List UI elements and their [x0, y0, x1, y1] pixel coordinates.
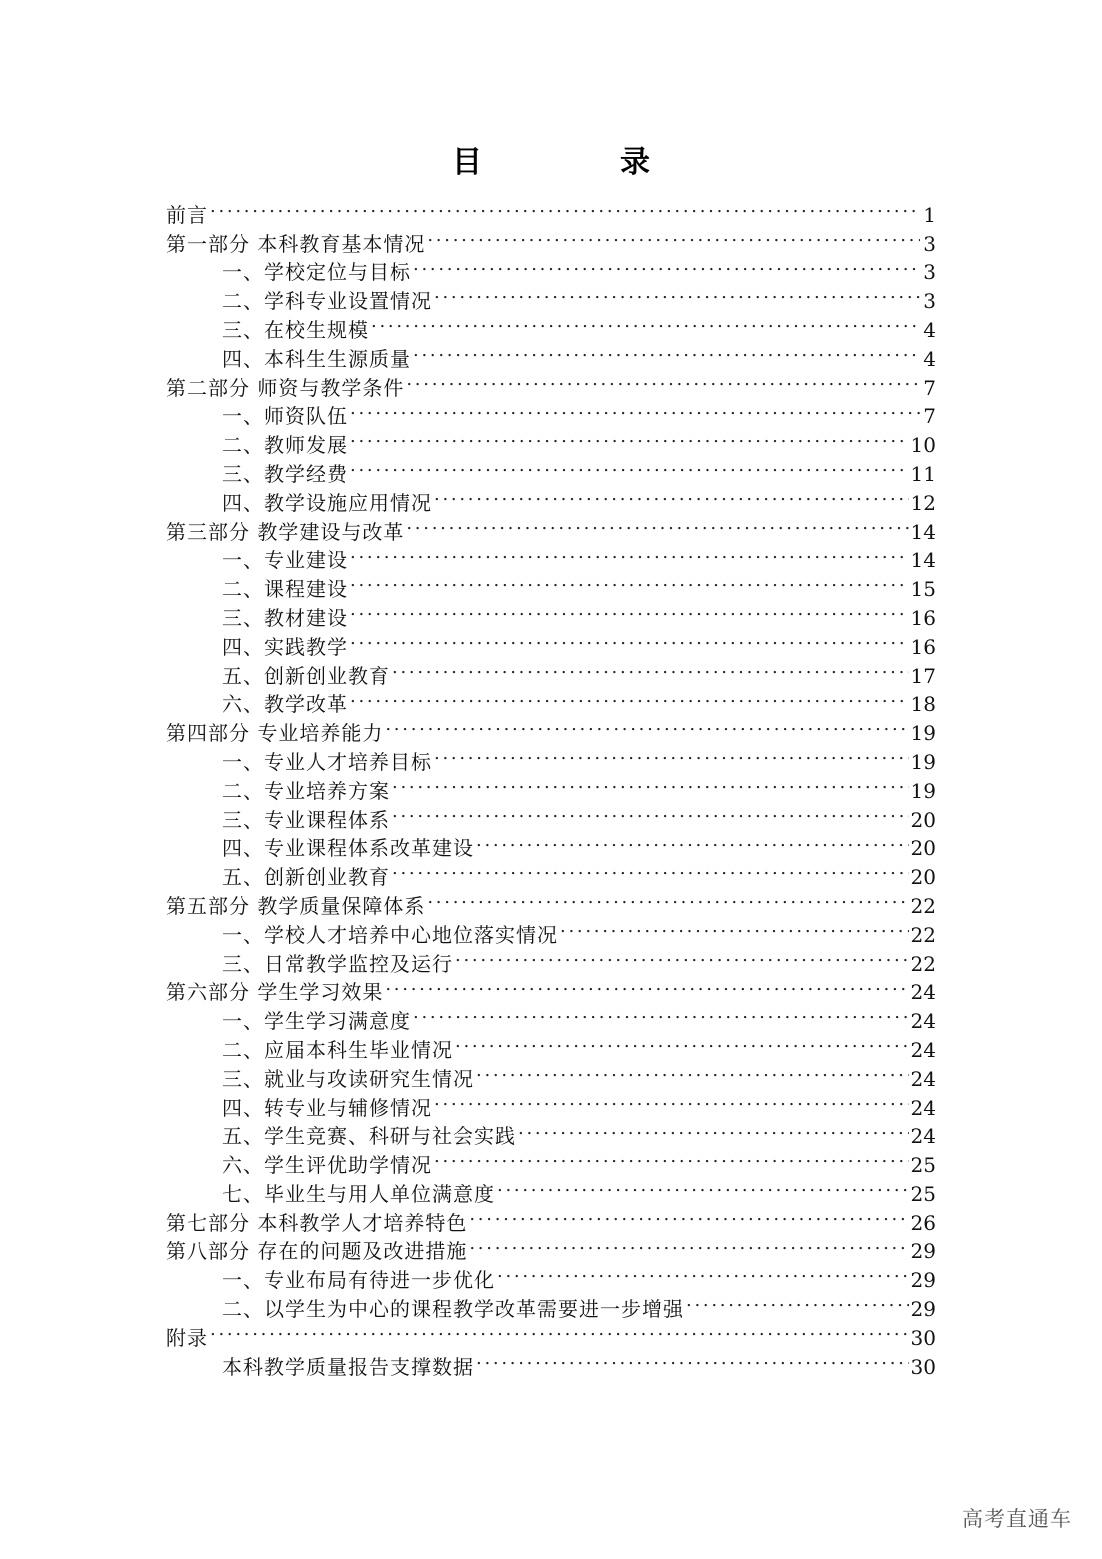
toc-dot-leader	[434, 279, 920, 308]
toc-page-number: 20	[910, 865, 936, 890]
toc-dot-leader	[413, 251, 920, 280]
toc-page-number: 24	[910, 1037, 936, 1062]
toc-entry-label: 第一部分 本科教育基本情况	[166, 231, 426, 256]
toc-entry-label: 第三部分 教学建设与改革	[166, 519, 405, 544]
toc-entry-label: 第八部分 存在的问题及改进措施	[166, 1239, 468, 1264]
toc-page-number: 3	[923, 289, 936, 314]
toc-dot-leader	[350, 596, 909, 625]
toc-section-entry[interactable]	[166, 193, 936, 227]
page-title: 目 录	[452, 145, 704, 180]
toc-subsection-entry[interactable]	[166, 1345, 936, 1379]
toc-entry-label: 五、学生竞赛、科研与社会实践	[222, 1124, 516, 1149]
watermark: 高考直通车	[962, 1507, 1072, 1531]
toc-entry-label: 二、课程建设	[222, 577, 348, 602]
toc-dot-leader	[476, 1057, 909, 1086]
toc-page-number: 30	[910, 1325, 936, 1350]
toc-dot-leader	[371, 308, 920, 337]
toc-entry-label: 三、在校生规模	[222, 317, 369, 342]
toc-dot-leader	[455, 1028, 909, 1057]
toc-page-number: 14	[910, 548, 936, 573]
toc-page-number: 15	[910, 577, 936, 602]
toc-entry-label: 三、教材建设	[222, 605, 348, 630]
toc-page-number: 1	[923, 202, 936, 227]
toc-page-number: 24	[910, 1124, 936, 1149]
toc-dot-leader	[350, 452, 909, 481]
toc-page-number: 20	[910, 807, 936, 832]
toc-page-number: 29	[910, 1239, 936, 1264]
toc-entry-label: 五、创新创业教育	[222, 865, 390, 890]
toc-page-number: 29	[910, 1297, 936, 1322]
toc-entry-label: 六、教学改革	[222, 692, 348, 717]
toc-dot-leader	[434, 1086, 909, 1115]
toc-page-number: 3	[923, 231, 936, 256]
toc-dot-leader	[350, 539, 909, 568]
toc-page-number: 12	[910, 490, 936, 515]
toc-dot-leader	[350, 625, 909, 654]
toc-entry-label: 第二部分 师资与教学条件	[166, 375, 405, 400]
toc-page-number: 19	[910, 749, 936, 774]
toc-page-number: 29	[910, 1268, 936, 1293]
toc-dot-leader	[385, 711, 908, 740]
toc-entry-label: 四、本科生生源质量	[222, 346, 411, 371]
toc-dot-leader	[560, 913, 909, 942]
toc-section-entry[interactable]	[166, 222, 936, 256]
toc-page-number: 14	[910, 519, 936, 544]
toc-dot-leader	[385, 971, 908, 1000]
toc-dot-leader	[406, 366, 920, 395]
toc-entry-label: 一、专业布局有待进一步优化	[222, 1268, 495, 1293]
toc-dot-leader	[434, 481, 909, 510]
toc-dot-leader	[350, 683, 909, 712]
toc-entry-label: 六、学生评优助学情况	[222, 1153, 432, 1178]
toc-entry-label: 第六部分 学生学习效果	[166, 980, 384, 1005]
toc-page-number: 4	[923, 317, 936, 342]
toc-dot-leader	[210, 193, 920, 222]
toc-entry-label: 三、教学经费	[222, 461, 348, 486]
toc-entry-label: 七、毕业生与用人单位满意度	[222, 1181, 495, 1206]
toc-dot-leader	[686, 1287, 909, 1316]
toc-dot-leader	[392, 855, 909, 884]
toc-page-number: 17	[910, 663, 936, 688]
toc-dot-leader	[497, 1172, 909, 1201]
toc-dot-leader	[392, 654, 909, 683]
toc-page-number: 24	[910, 1009, 936, 1034]
toc-entry-label: 第四部分 专业培养能力	[166, 721, 384, 746]
toc-entry-label: 二、教师发展	[222, 433, 348, 458]
toc-dot-leader	[434, 1143, 909, 1172]
toc-entry-label: 一、专业建设	[222, 548, 348, 573]
toc-page-number: 24	[910, 1095, 936, 1120]
toc-dot-leader	[476, 1345, 909, 1374]
toc-dot-leader	[518, 1115, 909, 1144]
toc-page-number: 4	[923, 346, 936, 371]
toc-page-number: 22	[910, 922, 936, 947]
toc-page-number: 16	[910, 605, 936, 630]
toc-entry-label: 四、专业课程体系改革建设	[222, 836, 474, 861]
toc-page-number: 22	[910, 951, 936, 976]
toc-page-number: 20	[910, 836, 936, 861]
toc-dot-leader	[350, 423, 909, 452]
toc-entry-label: 三、专业课程体系	[222, 807, 390, 832]
toc-dot-leader	[413, 337, 920, 366]
toc-dot-leader	[427, 884, 908, 913]
toc-page-number: 7	[923, 404, 936, 429]
toc-entry-label: 五、创新创业教育	[222, 663, 390, 688]
toc-page-number: 25	[910, 1153, 936, 1178]
toc-dot-leader	[406, 510, 908, 539]
toc-dot-leader	[392, 798, 909, 827]
toc-entry-label: 二、以学生为中心的课程教学改革需要进一步增强	[222, 1297, 684, 1322]
toc-page-number: 26	[910, 1210, 936, 1235]
toc-entry-label: 第五部分 教学质量保障体系	[166, 893, 426, 918]
toc-dot-leader	[350, 567, 909, 596]
toc-page-number: 19	[910, 721, 936, 746]
toc-entry-label: 二、应届本科生毕业情况	[222, 1037, 453, 1062]
toc-dot-leader	[210, 1316, 909, 1345]
toc-page-number: 24	[910, 1066, 936, 1091]
toc-dot-leader	[455, 942, 909, 971]
toc-section-entry[interactable]	[166, 1316, 936, 1350]
toc-dot-leader	[350, 395, 920, 424]
toc-entry-label: 三、就业与攻读研究生情况	[222, 1066, 474, 1091]
toc-dot-leader	[392, 769, 909, 798]
toc-dot-leader	[469, 1230, 908, 1259]
toc-entry-label: 一、专业人才培养目标	[222, 749, 432, 774]
toc-page-number: 22	[910, 893, 936, 918]
toc-entry-label: 四、转专业与辅修情况	[222, 1095, 432, 1120]
toc-entry-label: 一、学校人才培养中心地位落实情况	[222, 922, 558, 947]
toc-page-number: 24	[910, 980, 936, 1005]
toc-entry-label: 二、学科专业设置情况	[222, 289, 432, 314]
toc-page-number: 11	[910, 461, 936, 486]
toc-dot-leader	[476, 827, 909, 856]
toc-entry-label: 第七部分 本科教学人才培养特色	[166, 1210, 468, 1235]
toc-entry-label: 本科教学质量报告支撑数据	[222, 1354, 474, 1379]
toc-page-number: 18	[910, 692, 936, 717]
toc-page-number: 16	[910, 634, 936, 659]
toc-page-number: 10	[910, 433, 936, 458]
toc-page-number: 30	[910, 1354, 936, 1379]
toc-entry-label: 四、实践教学	[222, 634, 348, 659]
toc-dot-leader	[497, 1258, 909, 1287]
table-of-contents	[166, 193, 936, 1379]
toc-page-number: 19	[910, 778, 936, 803]
toc-dot-leader	[427, 222, 920, 251]
toc-page-number: 3	[923, 260, 936, 285]
toc-entry-label: 四、教学设施应用情况	[222, 490, 432, 515]
toc-entry-label: 一、学生学习满意度	[222, 1009, 411, 1034]
toc-entry-label: 三、日常教学监控及运行	[222, 951, 453, 976]
toc-dot-leader	[434, 740, 909, 769]
toc-entry-label: 一、学校定位与目标	[222, 260, 411, 285]
toc-dot-leader	[413, 999, 909, 1028]
toc-entry-label: 二、专业培养方案	[222, 778, 390, 803]
toc-dot-leader	[469, 1201, 908, 1230]
toc-page-number: 25	[910, 1181, 936, 1206]
toc-entry-label: 附录	[166, 1325, 208, 1350]
toc-page-number: 7	[923, 375, 936, 400]
toc-entry-label: 前言	[166, 202, 208, 227]
toc-entry-label: 一、师资队伍	[222, 404, 348, 429]
